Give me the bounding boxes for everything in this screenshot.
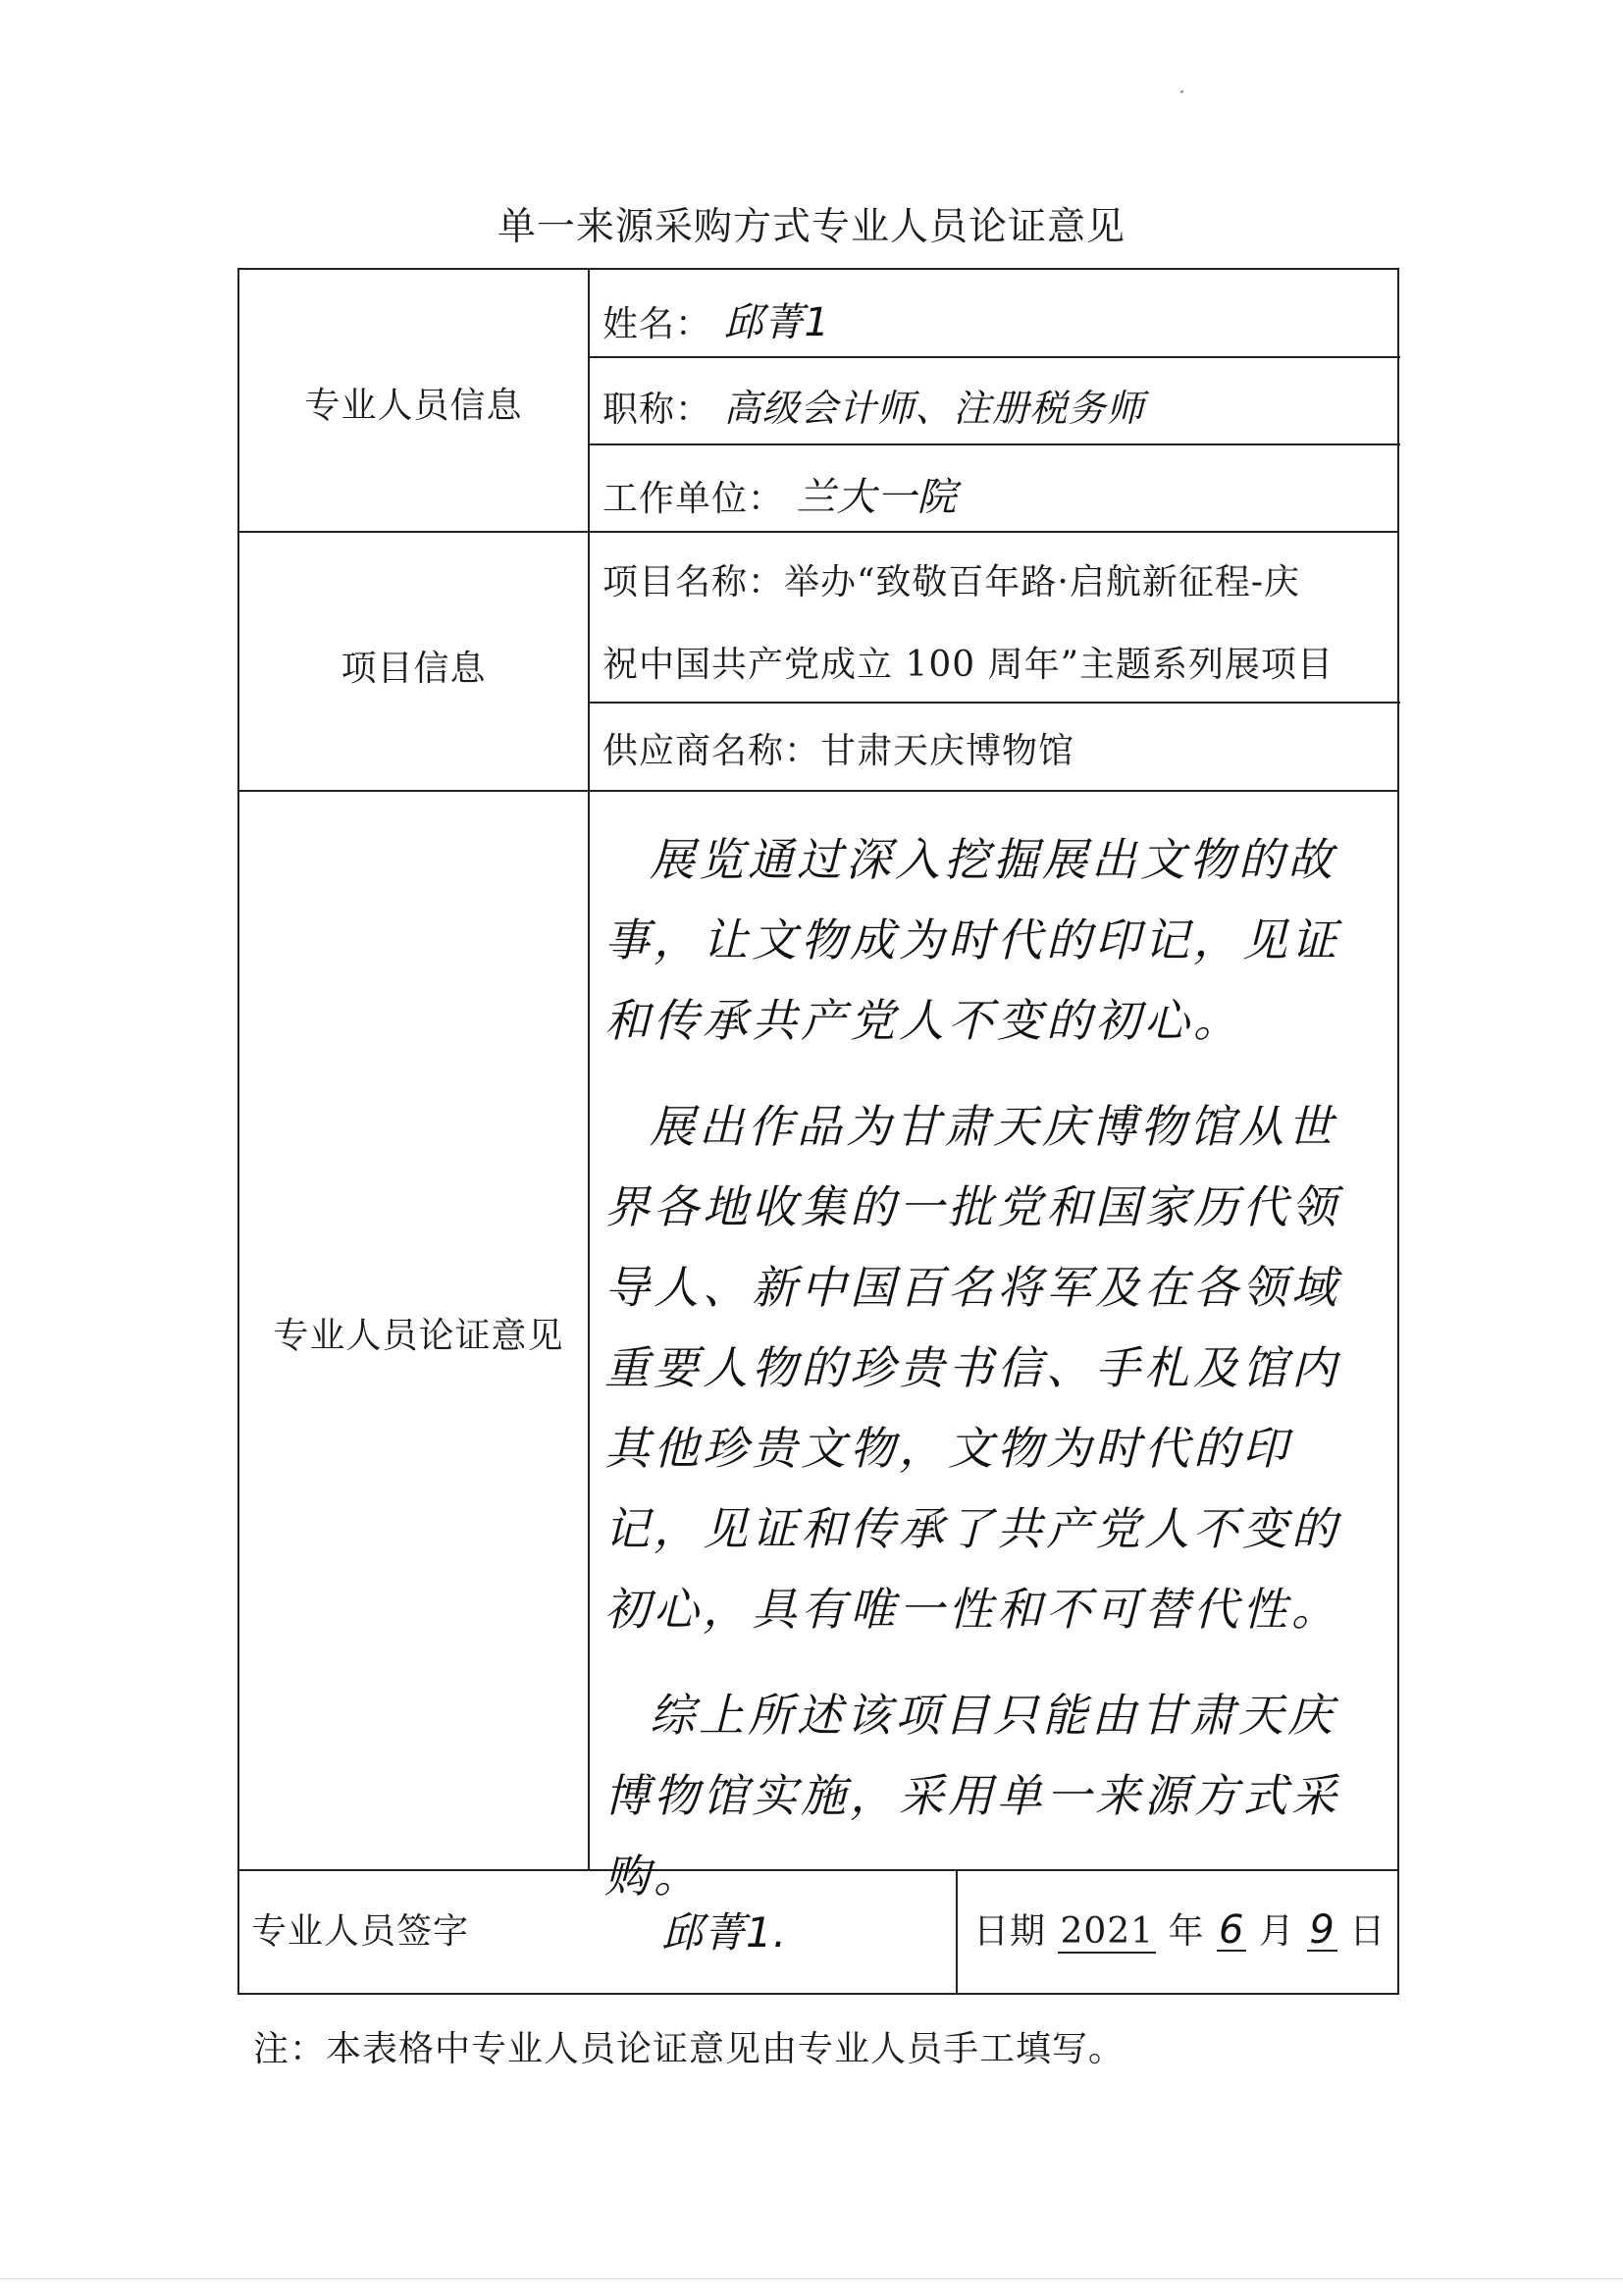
column-divider — [588, 270, 590, 1869]
date-month-suffix: 月 — [1258, 1911, 1295, 1952]
date-day-suffix: 日 — [1349, 1911, 1387, 1952]
document-title: 单一来源采购方式专业人员论证意见 — [497, 205, 1126, 249]
scan-edge — [0, 2278, 1623, 2279]
job-title-value: 高级会计师、注册税务师 — [723, 387, 1145, 430]
opinion-text — [604, 819, 1380, 1942]
work-unit-label: 工作单位： — [602, 479, 785, 519]
row-divider-section-1 — [239, 531, 1399, 533]
date-month: 6 — [1219, 1907, 1245, 1953]
opinion-paragraph: 展览通过深入挖掘展出文物的故事，让文物成为时代的印记，见证和传承共产党人不变的初心。 — [604, 833, 1340, 1047]
date-label: 日期 — [973, 1911, 1047, 1952]
work-unit-value: 兰大一院 — [796, 475, 958, 520]
job-title-label: 职称： — [602, 390, 712, 430]
name-label: 姓名： — [602, 304, 712, 344]
project-name-line-1: 项目名称：举办“致敬百年路·启航新征程-庆 — [602, 562, 1301, 602]
name-row — [602, 291, 830, 347]
name-value: 邱菁1 — [723, 300, 830, 345]
row-divider-title — [588, 444, 1400, 445]
project-name-line-2: 祝中国共产党成立 100 周年”主题系列展项目 — [602, 645, 1335, 685]
job-title-row — [602, 378, 1144, 432]
scan-dot — [1180, 90, 1183, 93]
opinion-paragraph: 综上所述该项目只能由甘肃天庆博物馆实施，采用单一来源方式采购。 — [604, 1689, 1340, 1903]
row-divider-project — [588, 702, 1400, 704]
row-divider-name — [588, 356, 1400, 358]
date-day: 9 — [1309, 1907, 1335, 1953]
opinion-label: 专业人员论证意见 — [273, 1316, 564, 1356]
opinion-paragraph: 展出作品为甘肃天庆博物馆从世界各地收集的一批党和国家历代领导人、新中国百名将军及在各领域重要人物的珍贵书信、手札及馆内其他珍贵文物，文物为时代的印记，见证和传承了共产党人不变的初心，具有唯一性和不可替代性。 — [604, 1100, 1340, 1636]
date-year-suffix: 年 — [1168, 1911, 1205, 1952]
date-row — [973, 1904, 1386, 1954]
argumentation-form — [237, 268, 1399, 1995]
personnel-info-label: 专业人员信息 — [304, 386, 523, 426]
work-unit-row — [602, 466, 957, 522]
form-note: 注：本表格中专业人员论证意见由专业人员手工填写。 — [253, 2029, 1126, 2069]
signature-label: 专业人员签字 — [251, 1911, 470, 1952]
signature-value: 邱菁1. — [661, 1908, 788, 1957]
date-year: 2021 — [1060, 1911, 1155, 1952]
supplier-name: 供应商名称：甘肃天庆博物馆 — [602, 731, 1075, 771]
project-info-label: 项目信息 — [340, 649, 487, 689]
row-divider-section-2 — [239, 790, 1399, 792]
